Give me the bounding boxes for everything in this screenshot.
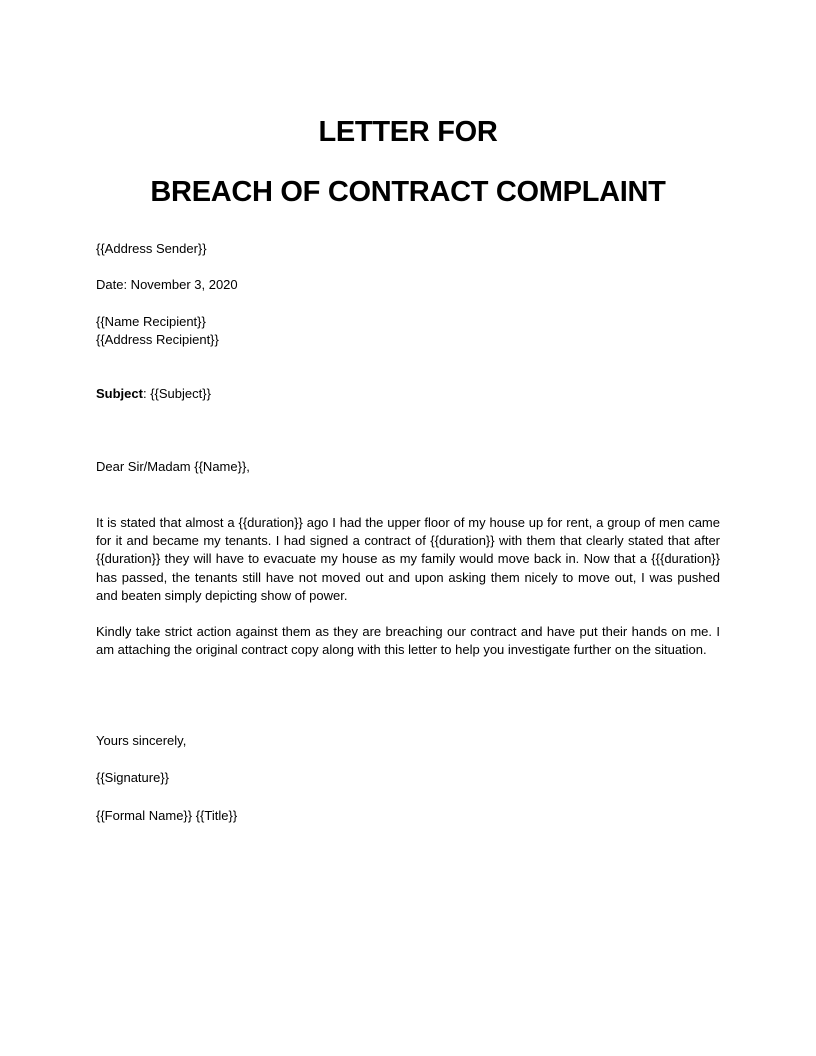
signature-placeholder: {{Signature}} [96,770,170,785]
sender-address: {{Address Sender}} [96,241,207,256]
body-paragraph-1: It is stated that almost a {{duration}} ago I had the upper floor of my house up for rent, a group of men came for it and became my tenants. I had signed a contract of {{duration}} with them that clearly stated that after {{duration}} they will have to evacuate my house as my family would move back in. Now that a {{{duration}} has passed, the tenants still have not moved out and upon asking them nicely to move out, I was pushed and beaten simply depicting show of power. [96,515,720,603]
closing: Yours sincerely, [96,733,187,748]
body-paragraph-2: Kindly take strict action against them as they are breaching our contract and have put their hands on me. I am attaching the original contract copy along with this letter to help you investigate further on the situation. [96,624,720,658]
letter-title-line-2: BREACH OF CONTRACT COMPLAINT [150,176,666,208]
recipient-address: {{Address Recipient}} [96,332,219,347]
subject-line [96,385,211,403]
formal-name-title: {{Formal Name}} {{Title}} [96,808,238,823]
subject-value: : {{Subject}} [142,386,211,401]
recipient-name: {{Name Recipient}} [96,314,206,329]
letter-title-line-1: LETTER FOR [318,116,498,148]
letter-date: Date: November 3, 2020 [96,277,238,292]
subject-label: Subject [96,386,143,401]
salutation: Dear Sir/Madam {{Name}}, [96,459,250,474]
